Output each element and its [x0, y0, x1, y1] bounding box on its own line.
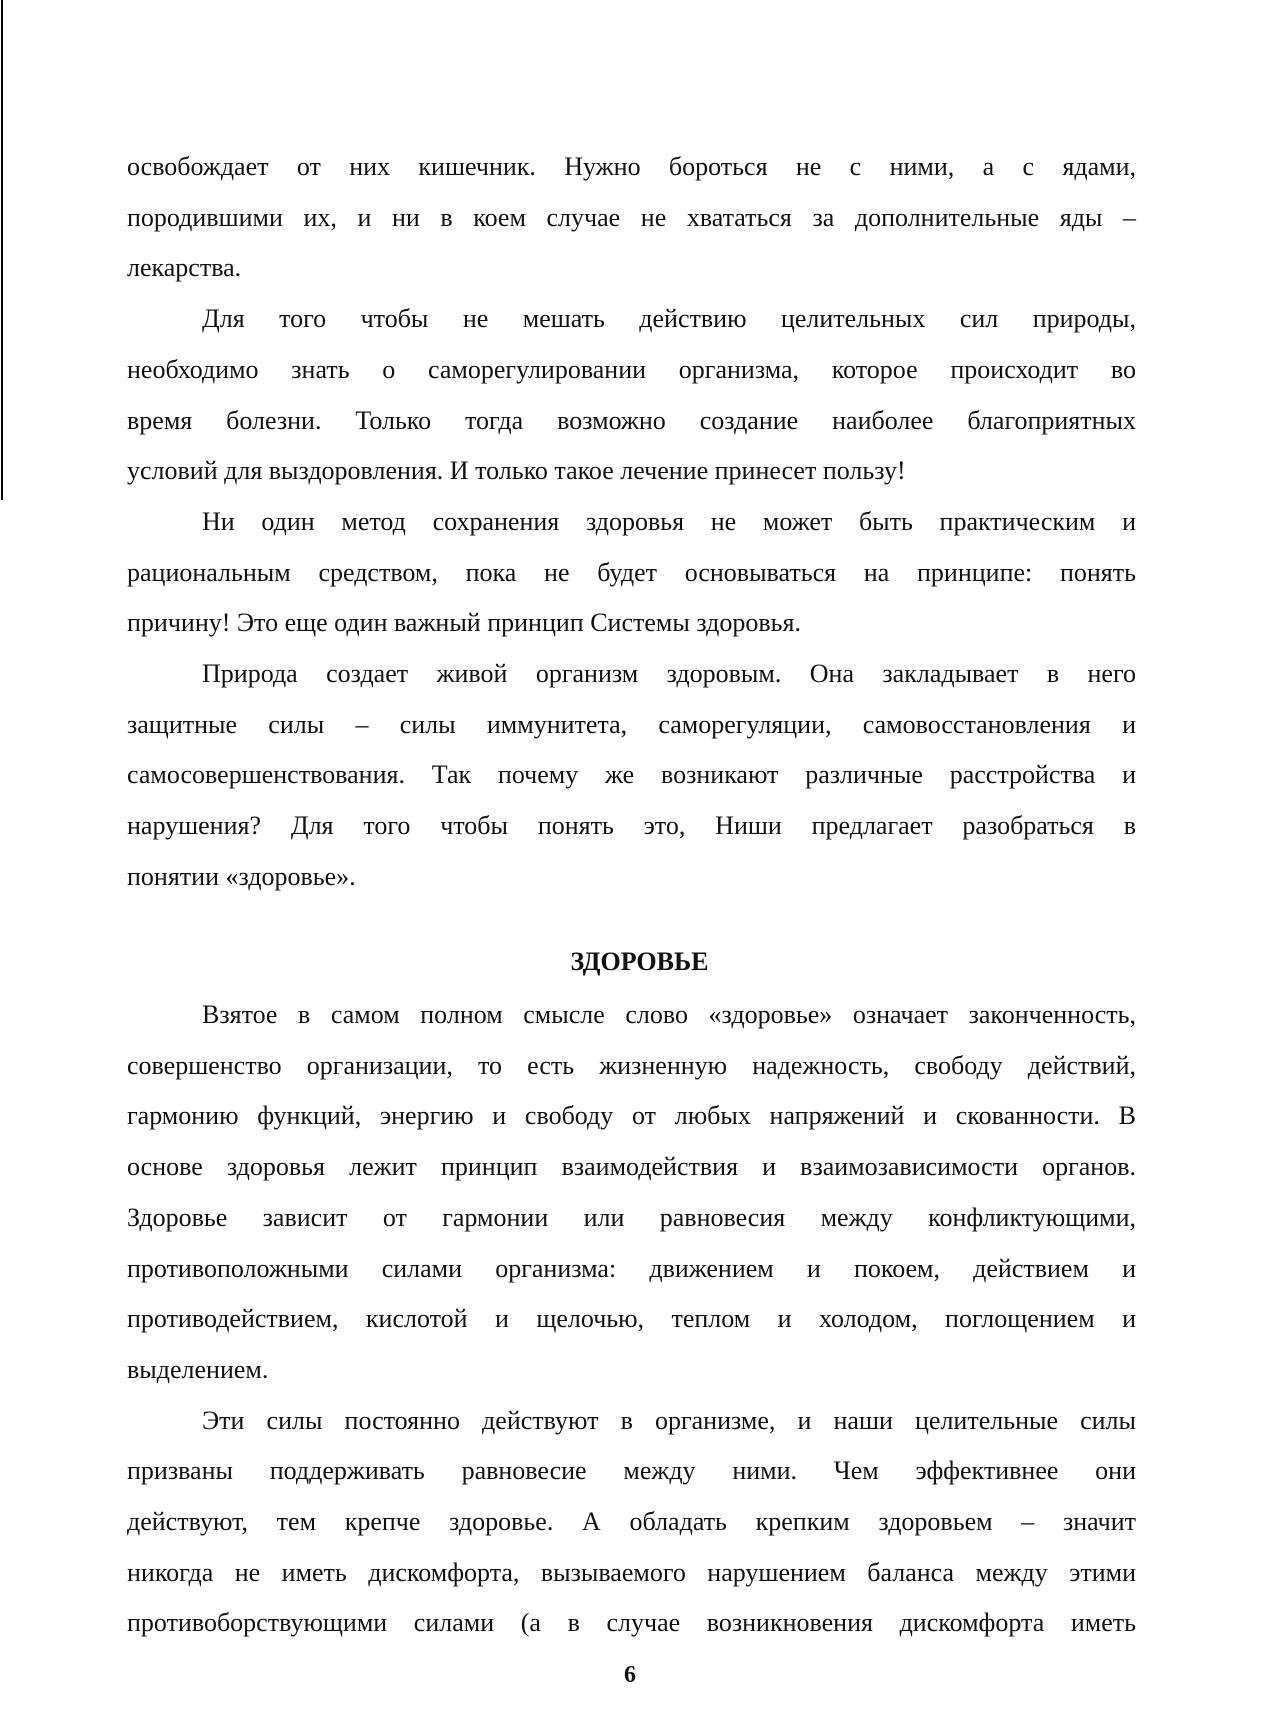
text-line: понятии «здоровье». — [127, 861, 356, 891]
text-line: лекарства. — [127, 253, 242, 283]
text-line: время болезни. Только тогда возможно создание наиболее благоприятных — [127, 405, 1136, 435]
scan-edge-line — [1, 0, 3, 500]
text-line: Здоровье зависит от гармонии или равновесия между конфликтующими, — [127, 1202, 1136, 1232]
text-line: выделением. — [127, 1354, 269, 1384]
text-line: необходимо знать о саморегулировании организма, которое происходит во — [127, 354, 1136, 384]
text-line: противодействием, кислотой и щелочью, теплом и холодом, поглощением и — [127, 1304, 1136, 1334]
text-line: защитные силы – силы иммунитета, саморегуляции, самовосстановления и — [127, 709, 1136, 739]
text-line: основе здоровья лежит принцип взаимодействия и взаимозависимости органов. — [127, 1152, 1136, 1182]
text-line: действуют, тем крепче здоровье. А обладать крепким здоровьем – значит — [127, 1507, 1136, 1536]
text-line: противоположными силами организма: движением и покоем, действием и — [127, 1253, 1136, 1283]
text-line: противоборствующими силами (а в случае возникновения дискомфорта иметь — [127, 1608, 1136, 1638]
text-line: Ни один метод сохранения здоровья не может быть практическим и — [202, 506, 1136, 536]
text-line: Для того чтобы не мешать действию целительных сил природы, — [202, 304, 1136, 334]
text-line: рациональным средством, пока не будет основываться на принципе: понять — [127, 557, 1136, 587]
text-line: призваны поддерживать равновесие между ними. Чем эффективнее они — [127, 1456, 1136, 1486]
text-line: причину! Это еще один важный принцип Системы здоровья. — [127, 608, 801, 638]
text-line: условий для выздоровления. И только такое лечение принесет пользу! — [127, 456, 906, 486]
text-line: никогда не иметь дискомфорта, вызываемого нарушением баланса между этими — [127, 1557, 1136, 1587]
text-line: Природа создает живой организм здоровым. Она закладывает в него — [202, 659, 1136, 688]
text-line: нарушения? Для того чтобы понять это, Ниши предлагает разобраться в — [127, 811, 1136, 841]
page-number: 6 — [624, 1662, 636, 1688]
text-line: совершенство организации, то есть жизненную надежность, свободу действий, — [127, 1050, 1136, 1080]
text-line: самосовершенствования. Так почему же возникают различные расстройства и — [127, 760, 1136, 790]
text-line: породившими их, и ни в коем случае не хвататься за дополнительные яды – — [127, 202, 1136, 232]
text-line: Взятое в самом полном смысле слово «здоровье» означает законченность, — [202, 1000, 1136, 1029]
text-line: гармонию функций, энергию и свободу от любых напряжений и скованности. В — [127, 1101, 1136, 1131]
text-line: Эти силы постоянно действуют в организме, и наши целительные силы — [202, 1405, 1136, 1435]
section-heading: ЗДОРОВЬЕ — [570, 947, 709, 976]
text-line: освобождает от них кишечник. Нужно бороться не с ними, а с ядами, — [127, 152, 1136, 181]
